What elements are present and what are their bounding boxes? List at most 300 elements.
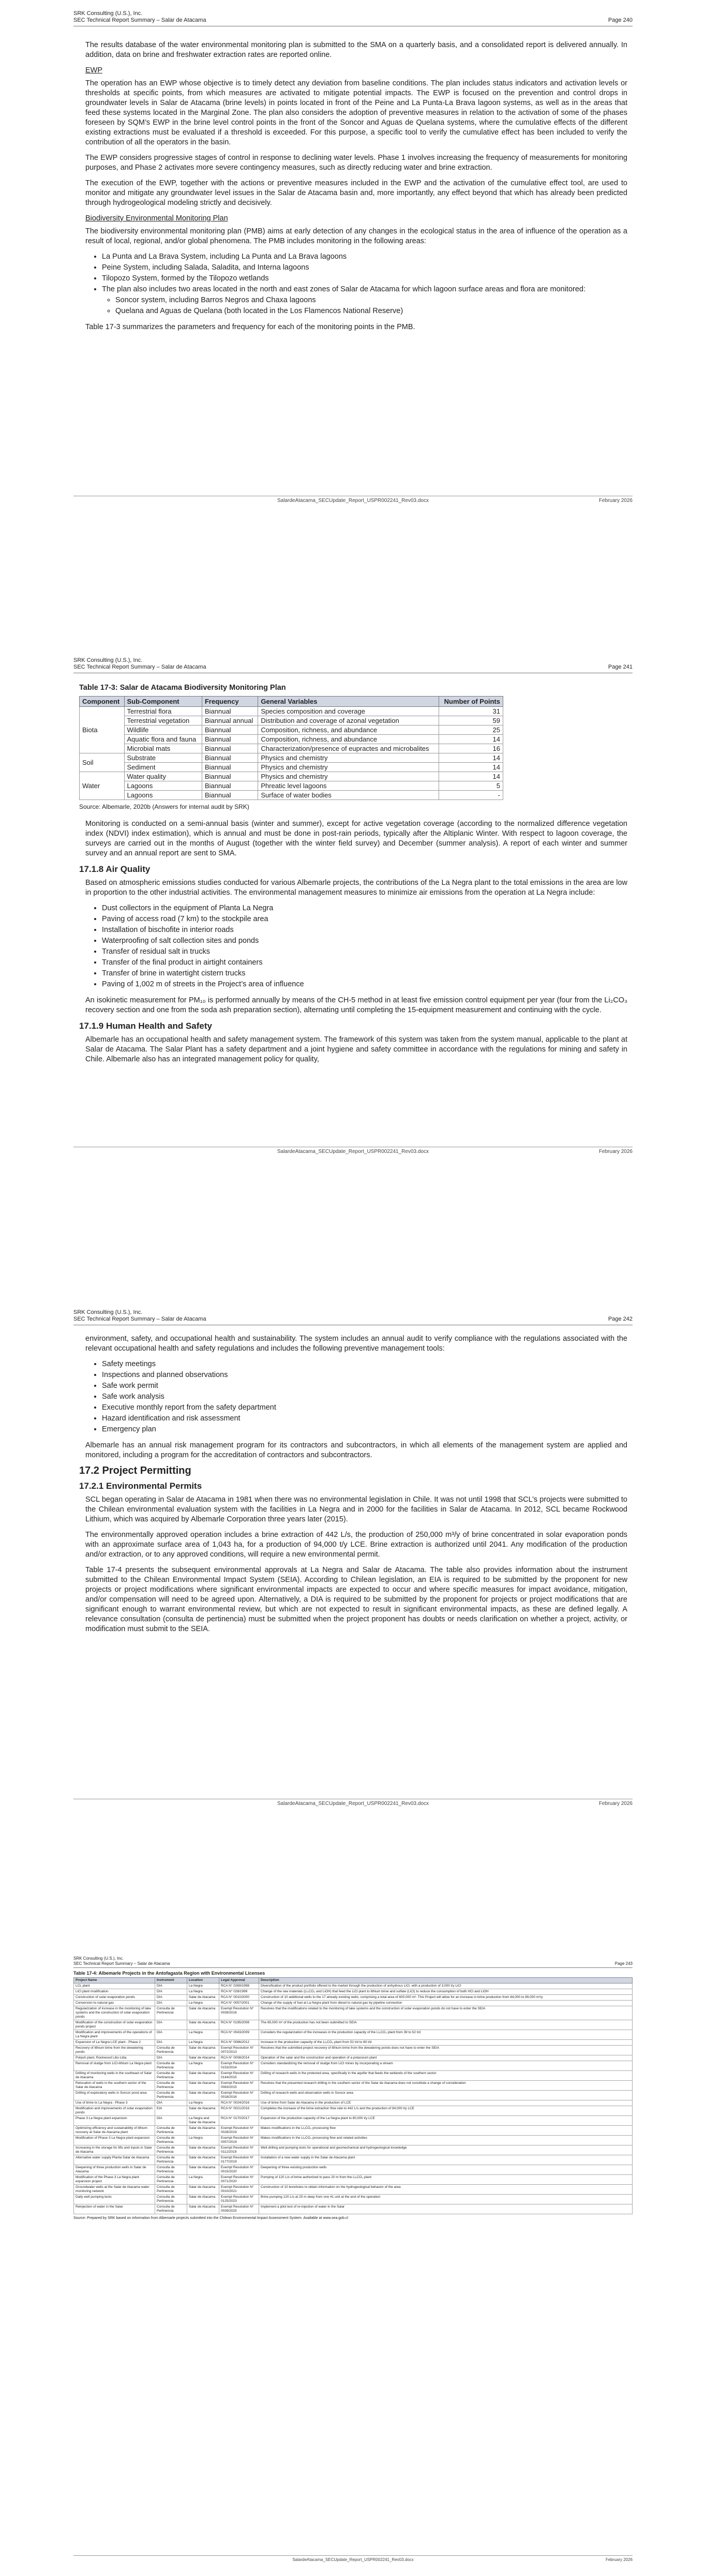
cell-location: Salar de Atacama <box>187 2106 219 2116</box>
cell-points: 14 <box>439 735 503 744</box>
cell-description: The 85,000 m² of the production has not been submitted to SEIA <box>259 2020 633 2030</box>
cell-description: Construction of 10 additional wells to the 17 already existing wells, comprising a total area of 600,000 m². This Project will allow for an increase in brine production from 84,000 to 89,000 m³/y <box>259 1995 633 2001</box>
cell-frequency: Biannual <box>202 781 258 791</box>
list-item: • Waterproofing of salt collection sites and ponds <box>102 936 627 946</box>
list-item: • Transfer of brine in watertight cistern trucks <box>102 969 627 979</box>
cell-project-name: Groundwater wells at the Salar de Atacama water monitoring network <box>74 2185 155 2195</box>
cell-location: La Negra <box>187 1983 219 1989</box>
cell-description: Resolves that the presented research drilling in the southern sector of the Salar de Atacama does not constitute a change of consideration <box>259 2081 633 2091</box>
cell-legal-approval: Exempt Resolution N° 0125/2023 <box>219 2195 259 2204</box>
cell-project-name: Deepening of three production wells in Salar de Atacama <box>74 2165 155 2175</box>
cell-instrument: EIA <box>155 2106 187 2116</box>
cell-variables: Composition, richness, and abundance <box>258 735 439 744</box>
paragraph: Table 17-3 summarizes the parameters and frequency for each of the monitoring points in the PMB. <box>85 323 415 331</box>
cell-project-name: Removal of sludge from LiCl-lithium La Negra plant <box>74 2061 155 2071</box>
table-row <box>74 2030 633 2040</box>
table-row <box>74 2116 633 2126</box>
cell-subcomponent: Microbial mats <box>124 744 202 753</box>
cell-legal-approval: Exempt Resolution N° 0039/2025 <box>219 2204 259 2214</box>
cell-instrument: DIA <box>155 1983 187 1989</box>
cell-variables: Species composition and coverage <box>258 707 439 716</box>
list-item: • Peine System, including Salada, Saladita, and Interna lagoons <box>102 263 627 273</box>
cell-location: Salar de Atacama <box>187 2195 219 2204</box>
page-body <box>85 40 627 338</box>
cell-variables: Phreatic level lagoons <box>258 781 439 791</box>
table-header-row <box>80 697 503 707</box>
cell-project-name: Modification of the construction of solar evaporation ponds project <box>74 2020 155 2030</box>
sub-bullet-list <box>102 295 627 316</box>
list-item: • Paving of access road (7 km) to the stockpile area <box>102 914 627 924</box>
cell-description: Drilling of research wells in the protected area, specifically in the aquifer that feeds the wetlands of the southern sector <box>259 2071 633 2081</box>
cell-description: Resolves that the modifications related to the monitoring of lake systems and the construction of solar evaporation ponds do not have to enter the SEIA <box>259 2006 633 2020</box>
cell-subcomponent: Wildlife <box>124 726 202 735</box>
section-heading-air-quality: 17.1.8 Air Quality <box>79 864 151 874</box>
list-item: • Transfer of the final product in airtight containers <box>102 958 627 968</box>
paragraph: The execution of the EWP, together with the actions or preventive measures included in the EWP and the activation of the cumulative effect tool, are used to monitor and mitigate any groundwater level issues in the Salar de Atacama basin and, more importantly, any effect beyond that which has already been predicted through hydrogeological modeling strictly and decisively. <box>85 179 627 207</box>
header-report: SEC Technical Report Summary – Salar de Atacama <box>73 1316 206 1322</box>
column-header: Component <box>80 697 125 707</box>
table-row <box>80 772 503 781</box>
cell-location: Salar de Atacama <box>187 2091 219 2100</box>
environmental-licenses-table <box>73 1977 633 2214</box>
table-row <box>74 2185 633 2195</box>
cell-project-name: Potash plant, Rockwood Litio Ltda. <box>74 2055 155 2061</box>
column-header: Project Name <box>74 1978 155 1983</box>
cell-location: La Negra <box>187 2175 219 2185</box>
list-item: ◦ Soncor system, including Barros Negros and Chaxa lagoons <box>115 295 627 305</box>
table-row <box>74 2106 633 2116</box>
cell-legal-approval: RCA N° 0057/2001 <box>219 2001 259 2006</box>
bullet-list <box>85 1359 627 1434</box>
cell-instrument: Consulta de Pertinencia <box>155 2071 187 2081</box>
cell-legal-approval: RCA N° 0086/2012 <box>219 2040 259 2046</box>
cell-location: Salar de Atacama <box>187 2071 219 2081</box>
list-item: • Inspections and planned observations <box>102 1370 627 1380</box>
table-row <box>74 2001 633 2006</box>
table-row <box>80 753 503 763</box>
cell-legal-approval: Exempt Resolution N° 0018/2016 <box>219 2091 259 2100</box>
cell-legal-approval: Exempt Resolution N° 0144/2015 <box>219 2071 259 2081</box>
cell-legal-approval: RCA N° 0269/1998 <box>219 1983 259 1989</box>
table-row <box>74 2046 633 2055</box>
cell-instrument: DIA <box>155 2100 187 2106</box>
cell-project-name: Daily well pumping tests <box>74 2195 155 2204</box>
table-row <box>80 781 503 791</box>
cell-variables: Physics and chemistry <box>258 772 439 781</box>
list-item: • Tilopozo System, formed by the Tilopozo wetlands <box>102 274 627 284</box>
paragraph: environment, safety, and occupational health and sustainability. The system includes an annual audit to verify compliance with the regulations associated with the relevant occupational health and safety regulations and includes the following preventive management tools: <box>85 1335 627 1353</box>
cell-legal-approval: RCA N° 0170/2017 <box>219 2116 259 2126</box>
cell-instrument: DIA <box>155 2040 187 2046</box>
table-body <box>74 1983 633 2214</box>
cell-instrument: DIA <box>155 1995 187 2001</box>
cell-points: 31 <box>439 707 503 716</box>
header-page-number: Page 241 <box>608 664 633 670</box>
cell-location: La Negra <box>187 2136 219 2145</box>
cell-frequency: Biannual <box>202 763 258 772</box>
cell-subcomponent: Lagoons <box>124 791 202 800</box>
table-row <box>80 726 503 735</box>
footer-date: February 2026 <box>598 1149 633 1154</box>
cell-description: Implement a pilot test of re-injection of water in the Salar <box>259 2204 633 2214</box>
cell-description: Completes the increase of the brine extraction flow rate to 442 L/s and the production of 94,000 t/y LCE <box>259 2106 633 2116</box>
cell-legal-approval: RCA N° 0043/2009 <box>219 2030 259 2040</box>
footer-date: February 2026 <box>598 1801 633 1807</box>
table-row <box>74 2081 633 2091</box>
list-item: • Hazard identification and risk assessment <box>102 1414 627 1424</box>
cell-project-name: Regularization of increase in the monitoring of lake systems and the construction of solar evaporation ponds <box>74 2006 155 2020</box>
cell-points: 14 <box>439 763 503 772</box>
cell-description: Well drilling and pumping tests for operational and geomechanical and hydrogeological knowledge <box>259 2145 633 2155</box>
cell-instrument: DIA <box>155 2116 187 2126</box>
cell-subcomponent: Terrestrial flora <box>124 707 202 716</box>
cell-frequency: Biannual <box>202 791 258 800</box>
list-item: • Executive monthly report from the safety department <box>102 1403 627 1413</box>
cell-frequency: Biannual <box>202 726 258 735</box>
cell-description: Increase in the production capacity of the Li₂CO₃ plant from 52 t/d to 80 t/d <box>259 2040 633 2046</box>
paragraph: Based on atmospheric emissions studies conducted for various Albemarle projects, the contributions of the La Negra plant to the total emissions in the area are low in proportion to the other industrial activities. The environmental management measures to minimize air emissions from the operation at La Negra include: <box>85 879 627 897</box>
cell-project-name: Use of brine to La Negra - Phase 3 <box>74 2100 155 2106</box>
page-header <box>73 10 633 24</box>
table-body <box>80 707 503 800</box>
cell-project-name: Increasing in the storage for lifts and inputs in Salar de Atacama <box>74 2145 155 2155</box>
cell-instrument: Consulta de Pertinencia <box>155 2155 187 2165</box>
cell-subcomponent: Substrate <box>124 753 202 763</box>
cell-instrument: Consulta de Pertinencia <box>155 2046 187 2055</box>
page-header <box>73 1956 633 1966</box>
page-243 <box>0 1951 706 2572</box>
cell-description: Construction of 10 boreholes to obtain information on the hydrogeological behavior of the area <box>259 2185 633 2195</box>
header-page-number: Page 243 <box>614 1961 633 1966</box>
cell-location: Salar de Atacama <box>187 2020 219 2030</box>
column-header: General Variables <box>258 697 439 707</box>
cell-points: - <box>439 791 503 800</box>
cell-location: Salar de Atacama <box>187 2185 219 2195</box>
table-row <box>80 744 503 753</box>
cell-points: 25 <box>439 726 503 735</box>
table-row <box>74 1983 633 1989</box>
table-row <box>74 2100 633 2106</box>
footer-doc-name: SalardeAtacama_SECUpdate_Report_USPR002241_Rev03.docx <box>277 498 429 504</box>
cell-instrument: Consulta de Pertinencia <box>155 2204 187 2214</box>
cell-legal-approval: Exempt Resolution N° 0083/2015 <box>219 2081 259 2091</box>
cell-description: Brine pumping 120 L/s at 25 m deep from one 41 unit at the end of the operation <box>259 2195 633 2204</box>
header-report: SEC Technical Report Summary – Salar de Atacama <box>73 17 206 23</box>
list-item: • La Punta and La Brava System, including La Punta and La Brava lagoons <box>102 252 627 262</box>
table-caption: Table 17-4: Albemarle Projects in the Antofagasta Region with Environmental Licenses <box>73 1971 265 1976</box>
cell-location: Salar de Atacama <box>187 2081 219 2091</box>
cell-instrument: Consulta de Pertinencia <box>155 2185 187 2195</box>
table-row <box>74 2071 633 2081</box>
cell-project-name: Drilling of exploratory wells in Soncor pond area <box>74 2091 155 2100</box>
cell-instrument: Consulta de Pertinencia <box>155 2126 187 2136</box>
cell-legal-approval: Exempt Resolution N° 0072/2013 <box>219 2046 259 2055</box>
list-item: • Paving of 1,002 m of streets in the Project’s area of influence <box>102 980 627 989</box>
cell-project-name: Reinjection of water in the Salar <box>74 2204 155 2214</box>
cell-legal-approval: Exempt Resolution N° 0071/2020 <box>219 2175 259 2185</box>
cell-frequency: Biannual annual <box>202 716 258 726</box>
cell-project-name: Drilling of monitoring wells in the southeast of Salar de Atacama <box>74 2071 155 2081</box>
cell-frequency: Biannual <box>202 744 258 753</box>
page-body <box>79 1334 627 1640</box>
table-row <box>80 735 503 744</box>
cell-location: La Negra <box>187 2061 219 2071</box>
cell-variables: Composition, richness, and abundance <box>258 726 439 735</box>
cell-points: 14 <box>439 753 503 763</box>
paragraph: The environmentally approved operation includes a brine extraction of 442 L/s, the production of 250,000 m³/y of brine concentrated in solar evaporation ponds with an approximate surface area of 1,043 ha, for a production of 94,000 t/y LCE. Brine extraction is authorized until 2041. Any modification of the production and/or extraction, or to any approved conditions, will require a new environmental permit. <box>85 1531 627 1559</box>
paragraph: The results database of the water environmental monitoring plan is submitted to the SMA on a quarterly basis, and a consolidated report is delivered annually. In addition, data on brine and freshwater extraction rates are reported online. <box>85 41 627 59</box>
cell-project-name: LCL plant <box>74 1983 155 1989</box>
header-company: SRK Consulting (U.S.), Inc. <box>73 657 143 663</box>
column-header: Description <box>259 1978 633 1983</box>
cell-location: Salar de Atacama <box>187 2155 219 2165</box>
paragraph: The operation has an EWP whose objective is to timely detect any deviation from baseline conditions. The plan includes status indicators and activation levels or thresholds at specific points, from which measures are activated to mitigate potential impacts. The EWP is focused on the prevention and control drops in groundwater levels in Salar de Atacama (brine levels) in points located in front of the Peine and La Punta-La Brava lagoon systems, as well as in the areas that feed these systems located in the Marginal Zone. The plan also considers the adoption of preventive measures in relation to the activation of some of the phases foreseen by SQM’s EWP in the brine level control points in the front of the Soncor and Aguas de Quelana systems, where the cumulative effects of the different existing extractions must be evaluated if a threshold is exceeded. For this purpose, a specific tool to verify the cumulative effect has been included to verify the contribution of all the operators in the basin. <box>85 79 627 146</box>
table-row <box>74 2195 633 2204</box>
table-row <box>74 2020 633 2030</box>
cell-description: Change of the raw materials (Li₂CO₃ and LiOH) that feed the LiCl plant to lithium brine and sulfate (LiCl) to reduce the consumption of both HCl and LiOH <box>259 1989 633 1995</box>
cell-description: Makes modifications in the Li₂CO₃ processing flow and related activities <box>259 2136 633 2145</box>
cell-frequency: Biannual <box>202 707 258 716</box>
cell-description: Use of brine from Salar de Atacama in the production of LCE <box>259 2100 633 2106</box>
cell-project-name: Modification and improvements of the operations of La Negra plant <box>74 2030 155 2040</box>
cell-subcomponent: Aquatic flora and fauna <box>124 735 202 744</box>
cell-component: Biota <box>80 707 125 753</box>
cell-instrument: DIA <box>155 2001 187 2006</box>
cell-location: Salar de Atacama <box>187 2006 219 2020</box>
cell-description: Pumping of 120 L/s of brine authorized to pass 20 m from the Li₂CO₃ plant <box>259 2175 633 2185</box>
table-row <box>80 716 503 726</box>
column-header: Frequency <box>202 697 258 707</box>
section-subheading-biodiversity: Biodiversity Environmental Monitoring Plan <box>85 214 228 223</box>
cell-instrument: DIA <box>155 1989 187 1995</box>
paragraph: The EWP considers progressive stages of control in response to declining water levels. Phase 1 involves increasing the frequency of measurements for monitoring purposes, and Phase 2 activates more severe contingency measures, such as directly reducing water and brine extraction. <box>85 154 627 172</box>
footer-rule <box>73 2555 633 2556</box>
cell-variables: Characterization/presence of eupractes and microbalites <box>258 744 439 753</box>
header-report: SEC Technical Report Summary – Salar de Atacama <box>73 1961 170 1966</box>
cell-description: Considers standardizing the removal of sludge from LiCl mines by incorporating a stream <box>259 2061 633 2071</box>
cell-project-name: Alternative water supply Planta Salar de Atacama <box>74 2155 155 2165</box>
cell-location: Salar de Atacama <box>187 2055 219 2061</box>
cell-legal-approval: RCA N° 0008/2014 <box>219 2055 259 2061</box>
cell-points: 16 <box>439 744 503 753</box>
table-row <box>74 2175 633 2185</box>
cell-points: 14 <box>439 772 503 781</box>
cell-description: Change of the supply of fuel at La Negra plant from diesel to natural gas by pipeline connection <box>259 2001 633 2006</box>
paragraph: Albemarle has an annual risk management program for its contractors and subcontractors, in which all elements of the management system are applied and monitored, including a program for the accreditation of contractors and subcontractors. <box>85 1441 627 1459</box>
cell-project-name: Recovery of lithium brine from the dewatering ponds <box>74 2046 155 2055</box>
paragraph: SCL began operating in Salar de Atacama in 1981 when there was no environmental legislation in Chile. It was not until 1998 that SCL’s projects were submitted to the Chilean environmental evaluation system with the facilities in La Negra and in 2000 for the facilities in Salar de Atacama. In 2012, SCL became Rockwood Lithium, which was acquired by Albemarle Corporation three years later (2015). <box>85 1496 627 1523</box>
footer-date: February 2026 <box>605 2557 633 2562</box>
cell-location: La Negra and Salar de Atacama <box>187 2116 219 2126</box>
table-row <box>74 2006 633 2020</box>
cell-project-name: Modification of the Phase 3 La Negra plant expansion project <box>74 2175 155 2185</box>
page-header <box>73 657 633 671</box>
page-242 <box>0 1299 706 1816</box>
cell-location: Salar de Atacama <box>187 2145 219 2155</box>
biodiversity-monitoring-table <box>79 696 503 800</box>
footer-doc-name: SalardeAtacama_SECUpdate_Report_USPR002241_Rev03.docx <box>277 1801 429 1807</box>
cell-description: Expansion of the production capacity of the La Negra plant to 80,000 t/y LCE <box>259 2116 633 2126</box>
cell-location: La Negra <box>187 1989 219 1995</box>
section-subheading-ewp: EWP <box>85 66 103 75</box>
cell-instrument: DIA <box>155 2055 187 2061</box>
column-header: Number of Points <box>439 697 503 707</box>
cell-description: Drilling of research wells and observation wells in Soncor area <box>259 2091 633 2100</box>
cell-project-name: Phase 3 La Negra plant expansion <box>74 2116 155 2126</box>
page-body <box>73 1971 633 2221</box>
cell-project-name: LiCl plant modification <box>74 1989 155 1995</box>
cell-legal-approval: Exempt Resolution N° 0153/2014 <box>219 2061 259 2071</box>
cell-subcomponent: Lagoons <box>124 781 202 791</box>
section-heading-health-safety: 17.1.9 Human Health and Safety <box>79 1021 212 1031</box>
cell-frequency: Biannual <box>202 772 258 781</box>
cell-frequency: Biannual <box>202 735 258 744</box>
cell-variables: Physics and chemistry <box>258 763 439 772</box>
header-page-number: Page 240 <box>608 17 633 23</box>
cell-component: Soil <box>80 753 125 772</box>
cell-legal-approval: Exempt Resolution N° 0057/2019 <box>219 2136 259 2145</box>
footer-doc-name: SalardeAtacama_SECUpdate_Report_USPR002241_Rev03.docx <box>277 1149 429 1154</box>
bullet-list <box>85 904 627 989</box>
paragraph: An isokinetic measurement for PM₁₀ is performed annually by means of the CH-5 method in at least five emission control equipment per year (four from the Li₂CO₃ recovery section and one from the soda ash preparation section), alternating until completing the 15-equipment measurement and continuing with the cycle. <box>85 996 627 1014</box>
cell-description: Considers the regularization of the increases in the production capacity of the Li₂CO₃ plant from 39 to 52 t/d <box>259 2030 633 2040</box>
cell-subcomponent: Sediment <box>124 763 202 772</box>
cell-legal-approval: RCA N° 028/1999 <box>219 1989 259 1995</box>
cell-location: La Negra <box>187 2040 219 2046</box>
cell-instrument: Consulta de Pertinencia <box>155 2175 187 2185</box>
cell-instrument: Consulta de Pertinencia <box>155 2081 187 2091</box>
cell-instrument: Consulta de Pertinencia <box>155 2165 187 2175</box>
table-row <box>74 2155 633 2165</box>
page-240 <box>0 0 706 512</box>
page-header <box>73 1309 633 1323</box>
cell-project-name: Relocation of wells in the southern sector of the Salar de Atacama <box>74 2081 155 2091</box>
paragraph: The biodiversity environmental monitoring plan (PMB) aims at early detection of any changes in the ecological status in the area of influence of the operation as a result of local, regional, and/or global phenomena. The PMB includes monitoring in the following areas: <box>85 227 627 245</box>
cell-project-name: Modification of Phase 3 La Negra plant expansion <box>74 2136 155 2145</box>
cell-description: Resolves that the submitted project recovery of lithium brine from the dewatering ponds does not have to enter the SEIA <box>259 2046 633 2055</box>
column-header: Location <box>187 1978 219 1983</box>
cell-location: Salar de Atacama <box>187 2204 219 2214</box>
cell-legal-approval: RCA N° 0010/2000 <box>219 1995 259 2001</box>
paragraph: Table 17-4 presents the subsequent environmental approvals at La Negra and Salar de Atacama. The table also provides information about the instrument submitted to the Chilean Environmental Impact System (SEIA). According to Chilean legislation, an EIA is required to be submitted by the proponent for new projects or project modifications where significant environmental impacts are expected to occur and where specific measures for impact avoidance, mitigation, and/or compensation will need to be agreed upon. Alternatively, a DIA is required to be submitted by the proponent for projects or project modifications that are significant enough to warrant environmental review, but which are not expected to result in significant environmental impacts, as these are defined legally. A relevance consultation (consulta de pertinencia) must be submitted when the project proponent has doubts or needs clarification on whether a project, activity, or modification must submit to the SEIA. <box>85 1566 627 1633</box>
cell-legal-approval: Exempt Resolution N° 0112/2019 <box>219 2145 259 2155</box>
table-row <box>74 1989 633 1995</box>
table-row <box>74 2145 633 2155</box>
header-page-number: Page 242 <box>608 1316 633 1322</box>
cell-instrument: Consulta de Pertinencia <box>155 2006 187 2020</box>
cell-legal-approval: RCA N° 0024/2016 <box>219 2100 259 2106</box>
cell-project-name: Optimizing efficiency and sustainability of lithium recovery at Salar de Atacama plant <box>74 2126 155 2136</box>
column-header: Instrument <box>155 1978 187 1983</box>
list-item: ◦ Quelana and Aguas de Quelana (both located in the Los Flamencos National Reserve) <box>115 306 627 316</box>
cell-description: Diversification of the product portfolio offered to the market through the production of anhydrous LiCl, with a production of 3,000 t/y LiCl <box>259 1983 633 1989</box>
cell-project-name: Construction of solar evaporation ponds <box>74 1995 155 2001</box>
table-row <box>74 2204 633 2214</box>
cell-project-name: Modification and improvements of solar evaporation ponds <box>74 2106 155 2116</box>
header-company: SRK Consulting (U.S.), Inc. <box>73 1956 124 1961</box>
table-source: Source: Prepared by SRK based on information from Albemarle projects submitted into the Chilean Environmental Impact Assessment System. Available at www.sea.gob.cl <box>73 2216 348 2220</box>
cell-instrument: Consulta de Pertinencia <box>155 2061 187 2071</box>
cell-variables: Surface of water bodies <box>258 791 439 800</box>
cell-component: Water <box>80 772 125 800</box>
cell-subcomponent: Water quality <box>124 772 202 781</box>
list-item-text: The plan also includes two areas located in the north and east zones of Salar de Atacama for which lagoon surface areas and flora are monitored: <box>102 285 586 293</box>
cell-description: Operation of the salar and the construction and operation of a potassium plant <box>259 2055 633 2061</box>
table-row <box>74 1995 633 2001</box>
paragraph: Albemarle has an occupational health and safety management system. The framework of this system was taken from the system manual, applicable to the plant at Salar de Atacama. The Salar Plant has a safety department and a joint hygiene and safety committee in accordance with the regulations for mining and safety in Chile. Albemarle also has an integrated management policy for quality, <box>85 1035 627 1063</box>
cell-subcomponent: Terrestrial vegetation <box>124 716 202 726</box>
bullet-list <box>85 252 627 316</box>
cell-points: 59 <box>439 716 503 726</box>
cell-project-name: Conversion to natural gas <box>74 2001 155 2006</box>
header-rule <box>73 1967 633 1968</box>
cell-project-name: Expansion of La Negra LCE plant - Phase 2 <box>74 2040 155 2046</box>
page-body <box>79 683 627 1070</box>
table-row <box>80 791 503 800</box>
cell-location: La Negra <box>187 2030 219 2040</box>
table-caption: Table 17-3: Salar de Atacama Biodiversity Monitoring Plan <box>79 684 286 692</box>
cell-instrument: DIA <box>155 2030 187 2040</box>
list-item: • Safe work analysis <box>102 1392 627 1402</box>
table-row <box>74 2165 633 2175</box>
cell-description: Installation of a new water supply in the Salar de Atacama plant <box>259 2155 633 2165</box>
cell-variables: Physics and chemistry <box>258 753 439 763</box>
list-item: • Transfer of residual salt in trucks <box>102 947 627 957</box>
cell-instrument: Consulta de Pertinencia <box>155 2145 187 2155</box>
cell-instrument: Consulta de Pertinencia <box>155 2195 187 2204</box>
table-header-row <box>74 1978 633 1983</box>
header-company: SRK Consulting (U.S.), Inc. <box>73 1309 143 1315</box>
list-item <box>102 285 627 316</box>
table-row <box>74 2126 633 2136</box>
cell-legal-approval: RCA N° 0195/2008 <box>219 2020 259 2030</box>
cell-location: Salar de Atacama <box>187 2165 219 2175</box>
cell-instrument: Consulta de Pertinencia <box>155 2091 187 2100</box>
cell-legal-approval: Exempt Resolution N° 0015/2020 <box>219 2165 259 2175</box>
table-row <box>74 2055 633 2061</box>
cell-description: Deepening of three existing production wells <box>259 2165 633 2175</box>
cell-instrument: Consulta de Pertinencia <box>155 2136 187 2145</box>
list-item: • Dust collectors in the equipment of Planta La Negra <box>102 904 627 913</box>
list-item: • Safe work permit <box>102 1381 627 1391</box>
cell-location: Salar de Atacama <box>187 2126 219 2136</box>
table-row <box>80 763 503 772</box>
table-source: Source: Albemarle, 2020b (Answers for internal audit by SRK) <box>79 803 249 810</box>
list-item: • Installation of bischofite in interior roads <box>102 925 627 935</box>
list-item: • Safety meetings <box>102 1359 627 1369</box>
cell-instrument: DIA <box>155 2020 187 2030</box>
cell-legal-approval: Exempt Resolution N° 0010/2021 <box>219 2185 259 2195</box>
table-row <box>74 2091 633 2100</box>
column-header: Legal Approval <box>219 1978 259 1983</box>
section-heading-project-permitting: 17.2 Project Permitting <box>79 1465 191 1476</box>
header-report: SEC Technical Report Summary – Salar de Atacama <box>73 664 206 670</box>
section-heading-environmental-permits: 17.2.1 Environmental Permits <box>79 1481 202 1491</box>
header-company: SRK Consulting (U.S.), Inc. <box>73 10 143 17</box>
cell-legal-approval: Exempt Resolution N° 0028/2019 <box>219 2126 259 2136</box>
cell-description: Makes modifications in the Li₂CO₃ processing flow <box>259 2126 633 2136</box>
cell-location: Salar de Atacama <box>187 1995 219 2001</box>
cell-legal-approval: Exempt Resolution N° 0177/2019 <box>219 2155 259 2165</box>
cell-variables: Distribution and coverage of azonal vegetation <box>258 716 439 726</box>
page-241 <box>0 647 706 1164</box>
cell-legal-approval: RCA N° 0021/2016 <box>219 2106 259 2116</box>
paragraph: Monitoring is conducted on a semi-annual basis (winter and summer), except for active vegetation coverage (according to the normalized difference vegetation index (NDVI) index estimation), which is annual and must be done in post-rain periods, typically after the Altiplanic Winter. With respect to lagoon coverage, the surveys are carried out in the months of August (together with the winter field survey) and December (summer analysis). A report of each winter and summer survey and an annual report are sent to SMA. <box>85 820 627 857</box>
cell-points: 5 <box>439 781 503 791</box>
list-item: • Emergency plan <box>102 1425 627 1434</box>
cell-location: Salar de Atacama <box>187 2046 219 2055</box>
footer-date: February 2026 <box>598 498 633 504</box>
